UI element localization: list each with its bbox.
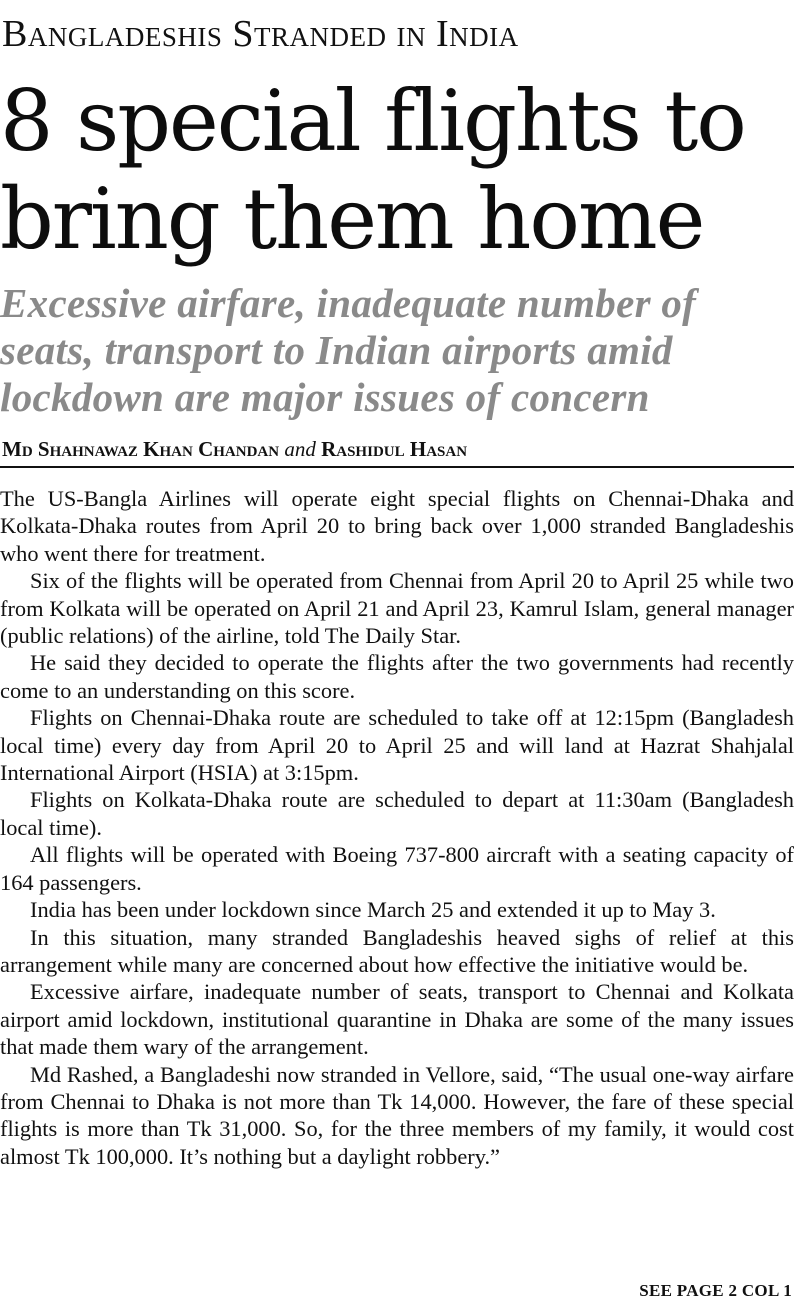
byline (2, 437, 467, 461)
paragraph: He said they decided to operate the flights after the two governments had recently come to an understanding on this score. (0, 650, 794, 703)
jump-line[interactable]: SEE PAGE 2 COL 1 (639, 1281, 792, 1300)
headline: 8 special flights to bring them home (0, 72, 745, 268)
byline-author-1: Md Shahnawaz Khan Chandan (2, 437, 280, 461)
article-body (0, 485, 794, 1170)
paragraph: Excessive airfare, inadequate number of seats, transport to Chennai and Kolkata airport amid lockdown, institutional quarantine in Dhaka are some of the many issues that made them wary of the arrangement. (0, 979, 794, 1060)
byline-divider (0, 466, 794, 468)
subheadline: Excessive airfare, inadequate number of seats, transport to Indian airports amid lockdown are major issues of concern (0, 280, 697, 420)
byline-author-2: Rashidul Hasan (321, 437, 468, 461)
paragraph: In this situation, many stranded Bangladeshis heaved sighs of relief at this arrangement while many are concerned about how effective the initiative would be. (0, 924, 794, 977)
paragraph: India has been under lockdown since March 25 and extended it up to May 3. (30, 897, 716, 923)
paragraph: All flights will be operated with Boeing 737-800 aircraft with a seating capacity of 164 passengers. (0, 842, 794, 895)
paragraph: The US-Bangla Airlines will operate eight special flights on Chennai-Dhaka and Kolkata-Dhaka routes from April 20 to bring back over 1,000 stranded Bangladeshis who went there for treatment. (0, 486, 794, 566)
kicker-heading: Bangladeshis Stranded in India (2, 13, 519, 55)
paragraph: Flights on Kolkata-Dhaka route are scheduled to depart at 11:30am (Bangladesh local time). (0, 787, 794, 840)
paragraph: Flights on Chennai-Dhaka route are scheduled to take off at 12:15pm (Bangladesh local time) every day from April 20 to April 25 and will land at Hazrat Shahjalal International Airport (HSIA) at 3:15pm. (0, 705, 794, 786)
byline-conjunction: and (284, 437, 316, 461)
paragraph: Md Rashed, a Bangladeshi now stranded in Vellore, said, “The usual one-way airfare from Chennai to Dhaka is not more than Tk 14,000. However, the fare of these special flights is more than Tk 31,000. So, for the three members of my family, it would cost almost Tk 100,000. It’s nothing but a daylight robbery.” (0, 1061, 794, 1169)
paragraph: Six of the flights will be operated from Chennai from April 20 to April 25 while two from Kolkata will be operated on April 21 and April 23, Kamrul Islam, general manager (public relations) of the airline, told The Daily Star. (0, 568, 794, 649)
